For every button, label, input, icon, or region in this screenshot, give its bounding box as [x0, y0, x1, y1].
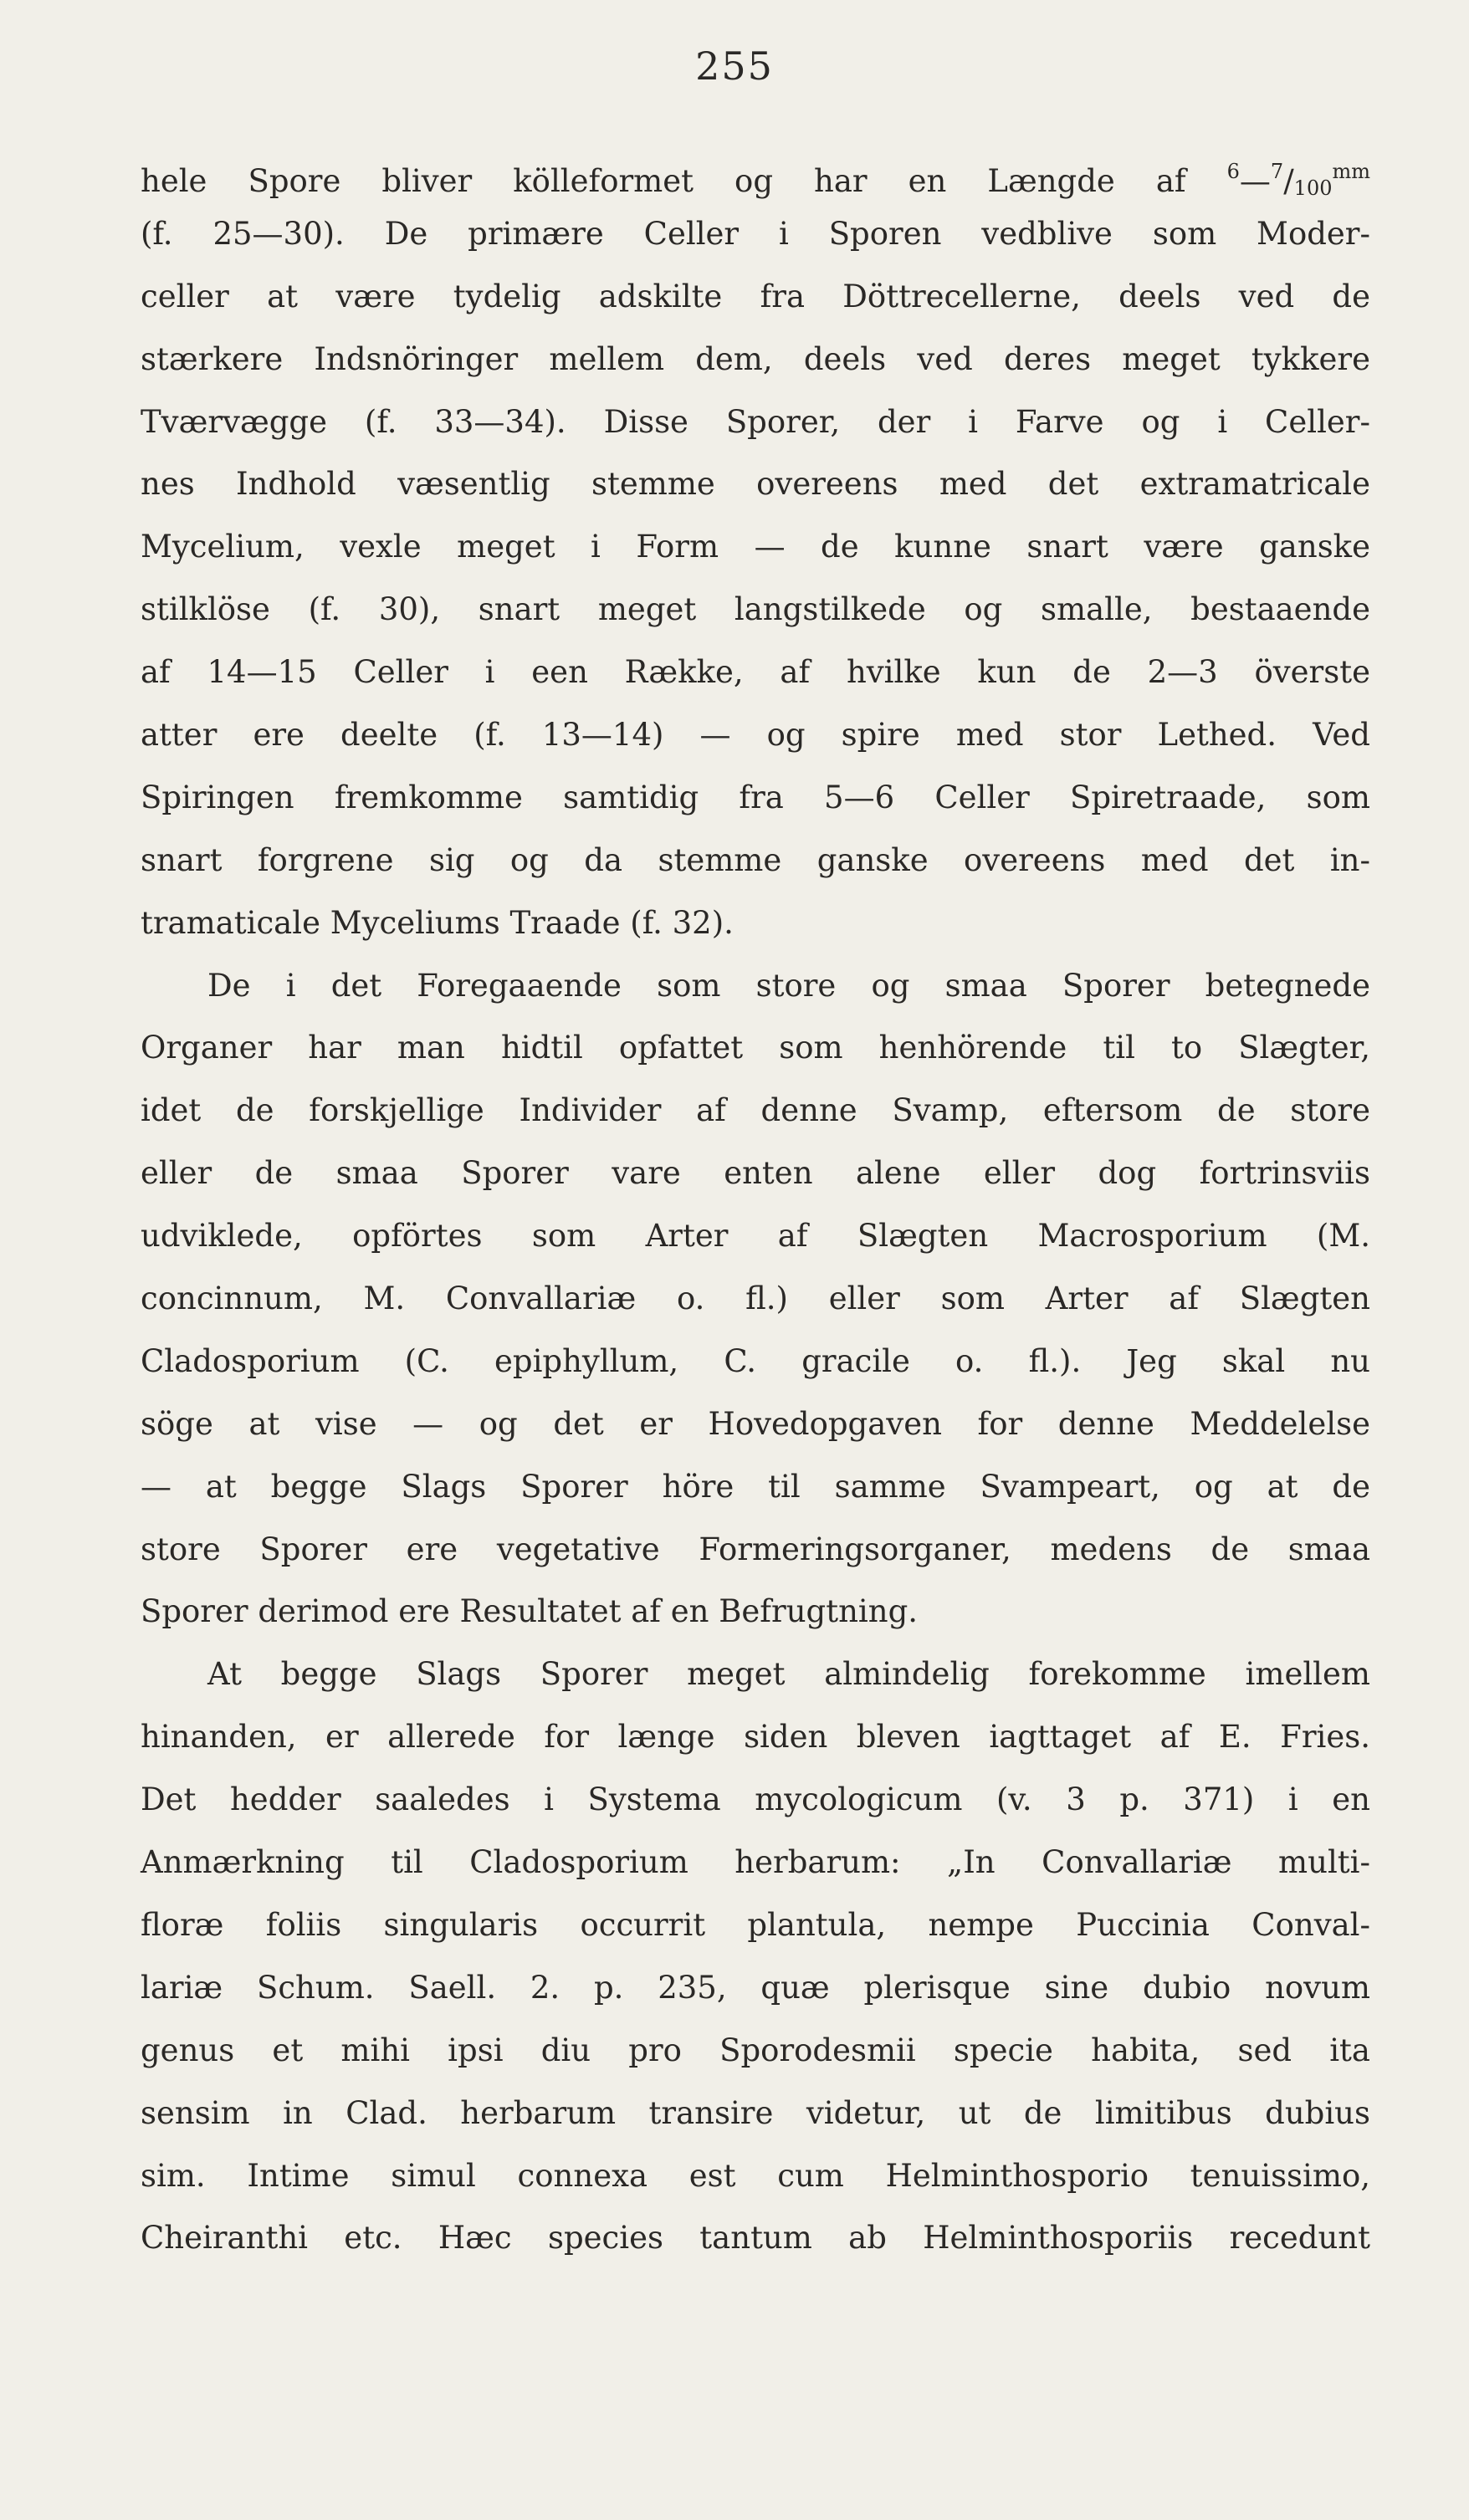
text-line: atter ere deelte (f. 13—14) — og spire med stor Lethed. Ved [141, 717, 1370, 754]
text-line: store Sporer ere vegetative Formeringsorganer, medens de smaa [141, 1531, 1370, 1567]
text-line: söge at vise — og det er Hovedopgaven for denne Meddelelse [141, 1405, 1370, 1442]
body-text [141, 141, 1370, 2270]
paragraph-3 [141, 1643, 1370, 2270]
text-line: concinnum, M. Convallariæ o. fl.) eller som Arter af Slægten [141, 1280, 1370, 1317]
text-line: Organer har man hidtil opfattet som henhörende til to Slægter, [141, 1030, 1370, 1066]
page-number: 255 [695, 43, 774, 89]
text-line: celler at være tydelig adskilte fra Döttrecellerne, deels ved de [141, 278, 1370, 314]
text-line: De i det Foregaaende som store og smaa Sporer betegnede [207, 967, 1370, 1004]
text-line: sensim in Clad. herbarum transire videtur, ut de limitibus dubius [141, 2094, 1370, 2131]
text-line: idet de forskjellige Individer af denne Svamp, eftersom de store [141, 1092, 1370, 1129]
text-line: tramaticale Myceliums Traade (f. 32). [141, 904, 734, 941]
paragraph-1 [141, 141, 1370, 955]
text-line: stærkere Indsnöringer mellem dem, deels ved deres meget tykkere [141, 340, 1370, 377]
paragraph-2 [141, 955, 1370, 1644]
text-line: af 14—15 Celler i een Række, af hvilke kun de 2—3 överste [141, 654, 1370, 691]
text-line: udviklede, opförtes som Arter af Slægten Macrosporium (M. [141, 1218, 1370, 1255]
text-line: Mycelium, vexle meget i Form — de kunne snart være ganske [141, 529, 1370, 565]
text-line: nes Indhold væsentlig stemme overeens med det extramatricale [141, 466, 1370, 503]
text-line: Tværvægge (f. 33—34). Disse Sporer, der i Farve og i Celler- [141, 403, 1370, 440]
text-line: — at begge Slags Sporer höre til samme Svampeart, og at de [141, 1468, 1370, 1505]
text-line: eller de smaa Sporer vare enten alene eller dog fortrinsviis [141, 1155, 1370, 1192]
text-line: Anmærkning til Cladosporium herbarum: „In Convallariæ multi- [141, 1844, 1370, 1881]
text-line: hinanden, er allerede for længe siden bleven iagttaget af E. Fries. [141, 1719, 1370, 1756]
text-line: genus et mihi ipsi diu pro Sporodesmii specie habita, sed ita [141, 2032, 1370, 2068]
text-line: hele Spore bliver kölleformet og har en Længde af $^6—^7/_{100}^{mm}$ [141, 160, 1370, 200]
text-line: Spiringen fremkomme samtidig fra 5—6 Celler Spiretraade, som [141, 779, 1370, 815]
text-line: Cheiranthi etc. Hæc species tantum ab Helminthosporiis recedunt [141, 2220, 1370, 2257]
text-line: Cladosporium (C. epiphyllum, C. gracile o. fl.). Jeg skal nu [141, 1342, 1370, 1379]
text-line: floræ foliis singularis occurrit plantula, nempe Puccinia Conval- [141, 1906, 1370, 1943]
text-line: stilklöse (f. 30), snart meget langstilkede og smalle, bestaaende [141, 591, 1370, 628]
text-line: (f. 25—30). De primære Celler i Sporen vedblive som Moder- [141, 215, 1370, 252]
text-line: sim. Intime simul connexa est cum Helminthosporio tenuissimo, [141, 2157, 1370, 2194]
text-line: lariæ Schum. Saell. 2. p. 235, quæ plerisque sine dubio novum [141, 1969, 1370, 2006]
text-line: Sporer derimod ere Resultatet af en Befrugtning. [141, 1593, 919, 1630]
measurement: $^6—^7/_{100}^{mm}$ [1226, 160, 1370, 200]
text-line: Det hedder saaledes i Systema mycologicum (v. 3 p. 371) i en [141, 1781, 1370, 1818]
text-line: At begge Slags Sporer meget almindelig forekomme imellem [207, 1656, 1370, 1693]
text-line: snart forgrene sig og da stemme ganske overeens med det in- [141, 841, 1370, 878]
